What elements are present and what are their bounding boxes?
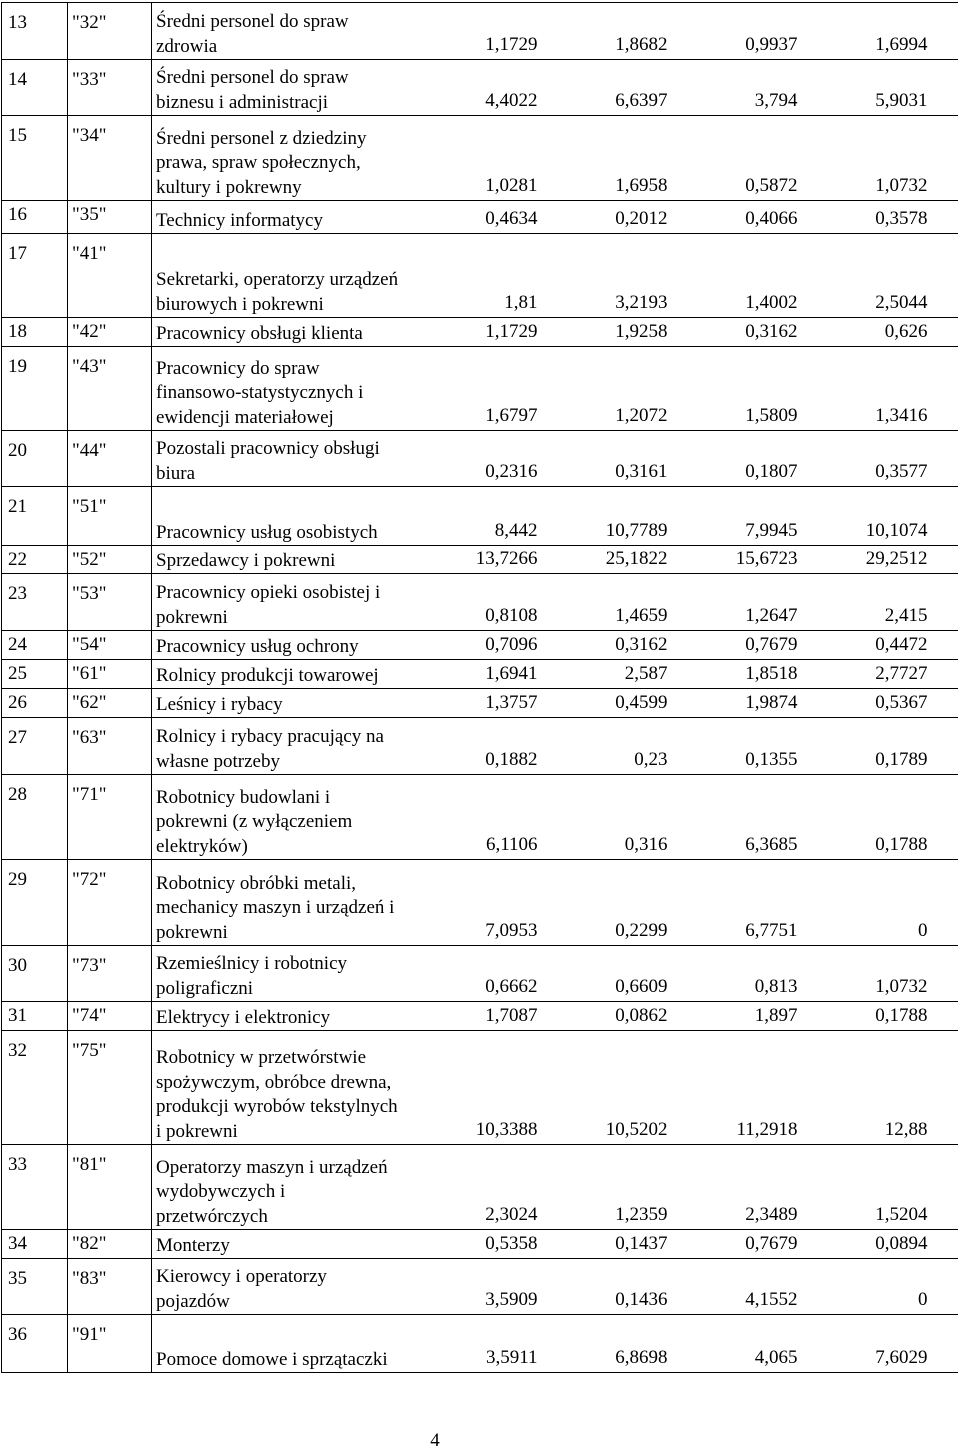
- table-row: [2, 946, 958, 1002]
- row-number: 24: [2, 631, 68, 660]
- value-1: 8,442: [494, 520, 538, 541]
- occupation-name: Sprzedawcy i pokrewni: [156, 549, 336, 571]
- table-row: [2, 1259, 958, 1315]
- value-1: 1,1729: [485, 321, 538, 342]
- description-cell: [152, 347, 958, 431]
- value-4: 1,0732: [875, 175, 928, 196]
- occupation-name: Średni personel do spraw biznesu i administracji: [156, 67, 349, 113]
- row-number: 27: [2, 718, 68, 775]
- occupation-code: "35": [68, 201, 152, 234]
- value-1: 1,3757: [485, 692, 538, 713]
- value-4: 29,2512: [865, 548, 928, 569]
- value-4: 10,1074: [865, 520, 928, 541]
- table-row: [2, 775, 958, 860]
- value-1: 0,5358: [485, 1233, 538, 1254]
- value-4: 0: [918, 1289, 928, 1310]
- value-2: 0,316: [624, 834, 668, 855]
- table-row: [2, 1002, 958, 1031]
- value-1: 2,3024: [485, 1204, 538, 1225]
- table-row: [2, 660, 958, 689]
- row-number: 34: [2, 1230, 68, 1259]
- value-2: 0,6609: [615, 976, 668, 997]
- occupation-code: "74": [68, 1002, 152, 1031]
- occupation-code: "44": [68, 431, 152, 487]
- value-2: 1,2359: [615, 1204, 668, 1225]
- description-cell: [152, 631, 958, 660]
- row-number: 18: [2, 318, 68, 347]
- occupation-code: "52": [68, 546, 152, 574]
- table-row: [2, 1230, 958, 1259]
- value-3: 1,8518: [745, 663, 798, 684]
- occupation-name: Robotnicy obróbki metali, mechanicy maszyn i urządzeń i pokrewni: [156, 872, 395, 943]
- occupation-name: Kierowcy i operatorzy pojazdów: [156, 1266, 327, 1312]
- value-3: 0,7679: [745, 634, 798, 655]
- value-3: 1,5809: [745, 405, 798, 426]
- value-4: 1,5204: [875, 1204, 928, 1225]
- description-cell: [152, 201, 958, 234]
- row-number: 15: [2, 116, 68, 201]
- value-3: 0,9937: [745, 34, 798, 55]
- occupation-code: "63": [68, 718, 152, 775]
- occupation-code: "73": [68, 946, 152, 1002]
- occupation-code: "32": [68, 3, 152, 60]
- value-1: 1,1729: [485, 34, 538, 55]
- value-3: 3,794: [754, 90, 798, 111]
- value-1: 3,5909: [485, 1289, 538, 1310]
- description-cell: [152, 234, 958, 318]
- value-4: 0,1788: [875, 834, 928, 855]
- value-4: 1,6994: [875, 34, 928, 55]
- value-3: 0,3162: [745, 321, 798, 342]
- occupation-code: "72": [68, 860, 152, 946]
- value-4: 0,0894: [875, 1233, 928, 1254]
- row-number: 16: [2, 201, 68, 234]
- value-2: 3,2193: [615, 292, 668, 313]
- table-row: [2, 201, 958, 234]
- value-2: 0,0862: [615, 1005, 668, 1026]
- occupation-name: Pracownicy do spraw finansowo-statystycznych i ewidencji materiałowej: [156, 357, 364, 428]
- description-cell: [152, 487, 958, 546]
- row-number: 31: [2, 1002, 68, 1031]
- value-2: 0,3162: [615, 634, 668, 655]
- value-2: 1,6958: [615, 175, 668, 196]
- occupation-name: Leśnicy i rybacy: [156, 693, 283, 715]
- occupation-name: Operatorzy maszyn i urządzeń wydobywczych i przetwórczych: [156, 1156, 388, 1227]
- value-1: 0,2316: [485, 461, 538, 482]
- description-cell: [152, 60, 958, 116]
- occupation-name: Pracownicy opieki osobistej i pokrewni: [156, 582, 381, 628]
- value-2: 1,2072: [615, 405, 668, 426]
- occupation-name: Pracownicy usług osobistych: [156, 521, 378, 543]
- value-2: 10,5202: [605, 1119, 668, 1140]
- row-number: 21: [2, 487, 68, 546]
- table-row: [2, 347, 958, 431]
- table-row: [2, 318, 958, 347]
- value-2: 0,3161: [615, 461, 668, 482]
- occupation-code: "42": [68, 318, 152, 347]
- value-1: 0,4634: [485, 208, 538, 229]
- description-cell: [152, 718, 958, 775]
- table-row: [2, 1031, 958, 1145]
- occupation-name: Robotnicy w przetwórstwie spożywczym, obróbce drewna, produkcji wyrobów tekstylnych i pokrewni: [156, 1047, 398, 1142]
- occupation-code: "82": [68, 1230, 152, 1259]
- occupation-name: Rzemieślnicy i robotnicy poligraficzni: [156, 953, 348, 999]
- value-4: 7,6029: [875, 1347, 928, 1368]
- table-row: [2, 116, 958, 201]
- row-number: 22: [2, 546, 68, 574]
- occupation-name: Sekretarki, operatorzy urządzeń biurowych i pokrewni: [156, 269, 399, 315]
- value-3: 6,3685: [745, 834, 798, 855]
- table-row: [2, 546, 958, 574]
- table-row: [2, 631, 958, 660]
- description-cell: [152, 318, 958, 347]
- value-4: 0,1789: [875, 749, 928, 770]
- description-cell: [152, 3, 958, 60]
- value-4: 0,1788: [875, 1005, 928, 1026]
- value-4: 0,626: [884, 321, 928, 342]
- occupation-name: Monterzy: [156, 1234, 230, 1256]
- row-number: 13: [2, 3, 68, 60]
- value-2: 1,4659: [615, 605, 668, 626]
- occupation-code: "41": [68, 234, 152, 318]
- value-3: 1,4002: [745, 292, 798, 313]
- table-row: [2, 1145, 958, 1230]
- value-2: 0,1436: [615, 1289, 668, 1310]
- value-4: 2,5044: [875, 292, 928, 313]
- occupation-code: "83": [68, 1259, 152, 1315]
- value-1: 13,7266: [475, 548, 538, 569]
- value-3: 0,5872: [745, 175, 798, 196]
- table-row: [2, 718, 958, 775]
- value-3: 7,9945: [745, 520, 798, 541]
- occupation-code: "34": [68, 116, 152, 201]
- table-row: [2, 574, 958, 631]
- table-body: [2, 3, 958, 1373]
- occupation-name: Pracownicy obsługi klienta: [156, 322, 363, 344]
- occupation-name: Robotnicy budowlani i pokrewni (z wyłączeniem elektryków): [156, 786, 353, 857]
- value-2: 0,2012: [615, 208, 668, 229]
- value-3: 1,897: [754, 1005, 798, 1026]
- table-row: [2, 234, 958, 318]
- value-1: 3,5911: [485, 1347, 538, 1368]
- value-1: 7,0953: [485, 920, 538, 941]
- table-row: [2, 3, 958, 60]
- occupation-name: Rolnicy produkcji towarowej: [156, 664, 379, 686]
- value-2: 10,7789: [605, 520, 668, 541]
- occupation-name: Średni personel z dziedziny prawa, spraw społecznych, kultury i pokrewny: [156, 127, 367, 198]
- value-4: 0,3577: [875, 461, 928, 482]
- description-cell: [152, 574, 958, 631]
- table-row: [2, 1315, 958, 1373]
- row-number: 28: [2, 775, 68, 860]
- value-2: 25,1822: [605, 548, 668, 569]
- occupation-code: "75": [68, 1031, 152, 1145]
- value-1: 1,81: [504, 292, 538, 313]
- value-4: 12,88: [884, 1119, 928, 1140]
- table-row: [2, 60, 958, 116]
- description-cell: [152, 1145, 958, 1230]
- value-3: 0,7679: [745, 1233, 798, 1254]
- description-cell: [152, 689, 958, 718]
- occupation-name: Rolnicy i rybacy pracujący na własne potrzeby: [156, 726, 384, 772]
- value-3: 6,7751: [745, 920, 798, 941]
- description-cell: [152, 946, 958, 1002]
- description-cell: [152, 431, 958, 487]
- row-number: 30: [2, 946, 68, 1002]
- row-number: 36: [2, 1315, 68, 1373]
- occupation-code: "54": [68, 631, 152, 660]
- value-2: 0,4599: [615, 692, 668, 713]
- value-4: 0,5367: [875, 692, 928, 713]
- occupation-name: Pozostali pracownicy obsługi biura: [156, 438, 380, 484]
- value-1: 1,6941: [485, 663, 538, 684]
- description-cell: [152, 1259, 958, 1315]
- occupation-name: Technicy informatycy: [156, 209, 323, 231]
- description-cell: [152, 546, 958, 574]
- value-3: 11,2918: [736, 1119, 798, 1140]
- occupation-code: "61": [68, 660, 152, 689]
- row-number: 32: [2, 1031, 68, 1145]
- occupation-code: "43": [68, 347, 152, 431]
- data-table: [1, 2, 958, 1373]
- value-3: 4,065: [754, 1347, 798, 1368]
- value-3: 0,1807: [745, 461, 798, 482]
- description-cell: [152, 660, 958, 689]
- value-2: 6,8698: [615, 1347, 668, 1368]
- value-1: 10,3388: [475, 1119, 538, 1140]
- row-number: 35: [2, 1259, 68, 1315]
- row-number: 33: [2, 1145, 68, 1230]
- occupation-name: Pracownicy usług ochrony: [156, 635, 359, 657]
- value-2: 2,587: [624, 663, 668, 684]
- occupation-code: "81": [68, 1145, 152, 1230]
- row-number: 26: [2, 689, 68, 718]
- description-cell: [152, 775, 958, 860]
- occupation-code: "33": [68, 60, 152, 116]
- table-row: [2, 689, 958, 718]
- value-1: 6,1106: [485, 834, 538, 855]
- value-3: 0,4066: [745, 208, 798, 229]
- occupation-code: "71": [68, 775, 152, 860]
- occupation-code: "62": [68, 689, 152, 718]
- value-2: 6,6397: [615, 90, 668, 111]
- occupation-code: "51": [68, 487, 152, 546]
- page-number: 4: [430, 1430, 440, 1451]
- value-1: 1,7087: [485, 1005, 538, 1026]
- value-3: 15,6723: [735, 548, 798, 569]
- value-1: 0,7096: [485, 634, 538, 655]
- row-number: 19: [2, 347, 68, 431]
- description-cell: [152, 860, 958, 946]
- row-number: 25: [2, 660, 68, 689]
- table-row: [2, 431, 958, 487]
- row-number: 17: [2, 234, 68, 318]
- value-4: 1,3416: [875, 405, 928, 426]
- value-4: 0: [918, 920, 928, 941]
- table-row: [2, 487, 958, 546]
- value-3: 0,813: [754, 976, 798, 997]
- value-4: 5,9031: [875, 90, 928, 111]
- value-4: 2,7727: [875, 663, 928, 684]
- value-1: 4,4022: [485, 90, 538, 111]
- table-row: [2, 860, 958, 946]
- value-4: 0,4472: [875, 634, 928, 655]
- value-3: 1,9874: [745, 692, 798, 713]
- description-cell: [152, 1002, 958, 1031]
- description-cell: [152, 116, 958, 201]
- value-1: 0,8108: [485, 605, 538, 626]
- value-2: 1,9258: [615, 321, 668, 342]
- value-3: 0,1355: [745, 749, 798, 770]
- value-3: 2,3489: [745, 1204, 798, 1225]
- value-2: 0,23: [634, 749, 668, 770]
- value-4: 0,3578: [875, 208, 928, 229]
- row-number: 29: [2, 860, 68, 946]
- value-3: 4,1552: [745, 1289, 798, 1310]
- value-4: 2,415: [884, 605, 928, 626]
- value-3: 1,2647: [745, 605, 798, 626]
- row-number: 23: [2, 574, 68, 631]
- value-2: 0,1437: [615, 1233, 668, 1254]
- row-number: 20: [2, 431, 68, 487]
- value-1: 0,6662: [485, 976, 538, 997]
- description-cell: [152, 1031, 958, 1145]
- row-number: 14: [2, 60, 68, 116]
- occupation-name: Średni personel do spraw zdrowia: [156, 11, 349, 57]
- occupation-name: Elektrycy i elektronicy: [156, 1006, 331, 1028]
- value-4: 1,0732: [875, 976, 928, 997]
- value-1: 1,0281: [485, 175, 538, 196]
- value-2: 0,2299: [615, 920, 668, 941]
- occupation-code: "91": [68, 1315, 152, 1373]
- value-2: 1,8682: [615, 34, 668, 55]
- description-cell: [152, 1230, 958, 1259]
- value-1: 1,6797: [485, 405, 538, 426]
- value-1: 0,1882: [485, 749, 538, 770]
- occupation-name: Pomoce domowe i sprzątaczki: [156, 1348, 388, 1370]
- description-cell: [152, 1315, 958, 1373]
- occupation-code: "53": [68, 574, 152, 631]
